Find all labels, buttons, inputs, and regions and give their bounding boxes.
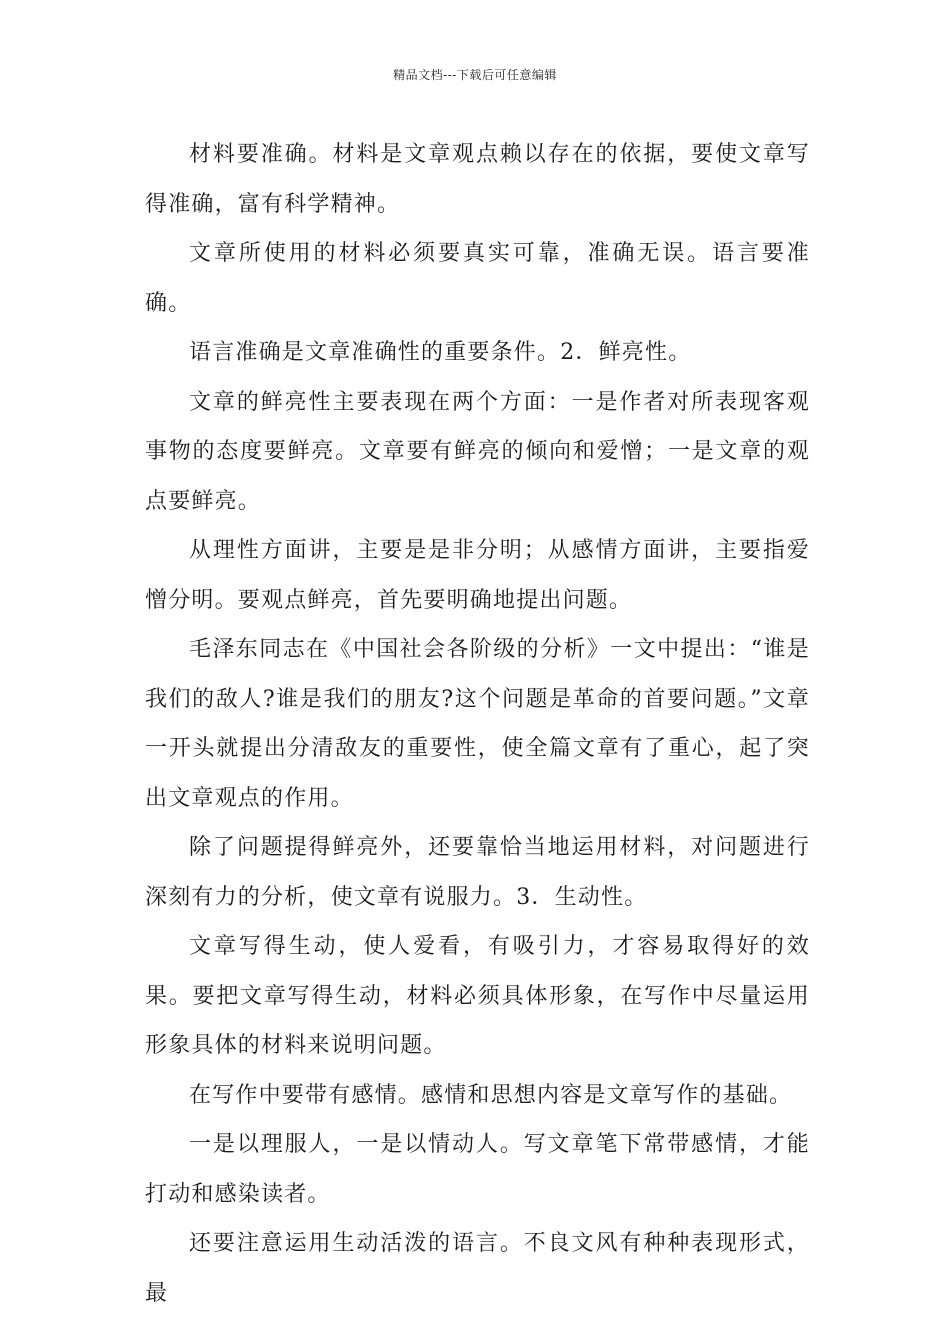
document-body: [145, 130, 810, 1318]
paragraph: 文章写得生动，使人爱看，有吸引力，才容易取得好的效果。要把文章写得生动，材料必须具体形象，在写作中尽量运用形象具体的材料来说明问题。: [145, 934, 810, 1058]
paragraph: 文章的鲜亮性主要表现在两个方面：一是作者对所表现客观事物的态度要鲜亮。文章要有鲜亮的倾向和爱憎；一是文章的观点要鲜亮。: [145, 389, 810, 514]
paragraph: 从理性方面讲，主要是是非分明；从感情方面讲，主要指爱憎分明。要观点鲜亮，首先要明确地提出问题。: [145, 538, 810, 613]
paragraph: 还要注意运用生动活泼的语言。不良文风有种种表现形式，最: [145, 1231, 810, 1306]
paragraph: 除了问题提得鲜亮外，还要靠恰当地运用材料，对问题进行深刻有力的分析，使文章有说服力。3．生动性。: [145, 835, 810, 910]
paragraph: 材料要准确。材料是文章观点赖以存在的依据，要使文章写得准确，富有科学精神。: [145, 142, 810, 217]
paragraph: 语言准确是文章准确性的重要条件。2．鲜亮性。: [189, 340, 692, 365]
paragraph: 一是以理服人，一是以情动人。写文章笔下常带感情，才能打动和感染读者。: [145, 1132, 810, 1207]
paragraph: 文章所使用的材料必须要真实可靠，准确无误。语言要准确。: [145, 241, 810, 316]
paragraph: 毛泽东同志在《中国社会各阶级的分析》一文中提出：“谁是我们的敌人?谁是我们的朋友?这个问题是革命的首要问题。”文章一开头就提出分清敌友的重要性，使全篇文章有了重心，起了突出文章观点的作用。: [145, 637, 810, 811]
page-header: 精品文档---下载后可任意编辑: [393, 68, 557, 82]
paragraph: 在写作中要带有感情。感情和思想内容是文章写作的基础。: [189, 1082, 793, 1108]
